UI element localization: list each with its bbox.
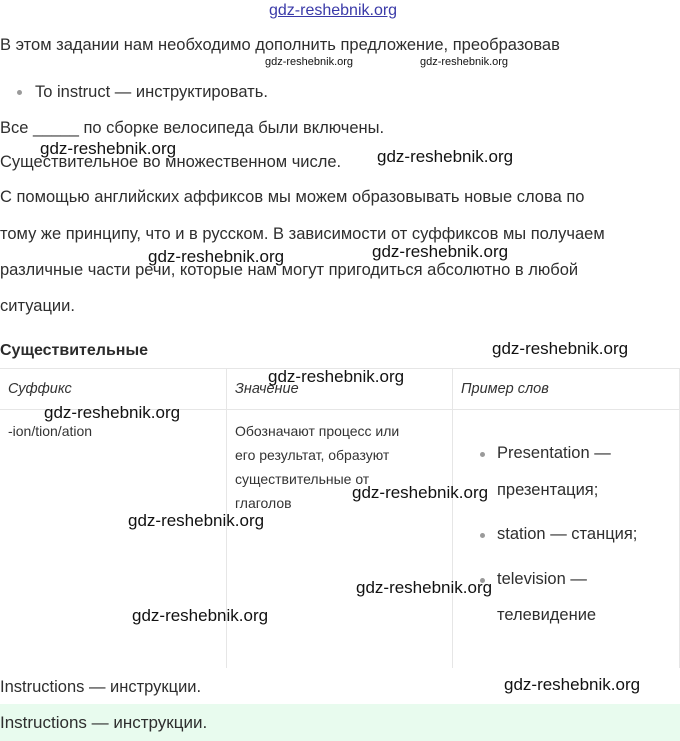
- bullet-text: To instruct — инструктировать.: [35, 83, 268, 101]
- watermark-9: gdz-reshebnik.org: [128, 511, 265, 530]
- watermark-small-2: gdz-reshebnik.org: [420, 56, 509, 68]
- section-heading: Существительные: [0, 342, 149, 359]
- intro-text: В этом задании нам необходимо дополнить предложение, преобразовав: [0, 36, 560, 54]
- table-header-meaning: Значение: [235, 381, 299, 397]
- bullet-dot: [17, 90, 22, 95]
- table-cell-meaning-4: глаголов: [235, 495, 292, 511]
- table-cell-meaning-2: его результат, образуют: [235, 447, 390, 463]
- watermark-12: gdz-reshebnik.org: [504, 675, 641, 694]
- table-cell-suffix: -ion/tion/ation: [8, 423, 93, 439]
- plural-note: Существительное во множественном числе.: [0, 153, 342, 171]
- table-header-examples: Пример слов: [461, 381, 549, 397]
- watermark-10: gdz-reshebnik.org: [356, 578, 493, 597]
- watermark-6: gdz-reshebnik.org: [268, 367, 405, 386]
- paragraph-line-2: тому же принципу, что и в русском. В зависимости от суффиксов мы получаем: [0, 225, 605, 243]
- answer-line: Instructions — инструкции.: [0, 678, 202, 696]
- watermark-3: gdz-reshebnik.org: [148, 247, 285, 266]
- table-header-suffix: Суффикс: [8, 381, 72, 397]
- example-bullet-2: [480, 533, 485, 538]
- example-line-3: station — станция;: [497, 525, 638, 543]
- table-cell-meaning-3: существительные от: [235, 471, 370, 487]
- paragraph-line-3: различные части речи, которые нам могут пригодиться абсолютно в любой: [0, 261, 579, 279]
- watermark-8: gdz-reshebnik.org: [352, 483, 489, 502]
- watermark-11: gdz-reshebnik.org: [132, 606, 269, 625]
- answer-highlight-text: Instructions — инструкции.: [0, 713, 208, 732]
- example-line-4: television —: [497, 570, 587, 588]
- watermark-4: gdz-reshebnik.org: [372, 242, 509, 261]
- watermark-1: gdz-reshebnik.org: [40, 139, 177, 158]
- example-bullet-1: [480, 452, 485, 457]
- watermark-top: gdz-reshebnik.org: [269, 2, 398, 19]
- paragraph-line-1: С помощью английских аффиксов мы можем образовывать новые слова по: [0, 188, 585, 206]
- table-cell-meaning-1: Обозначают процесс или: [235, 423, 400, 439]
- example-line-2: презентация;: [497, 481, 599, 499]
- task-sentence: Все _____ по сборке велосипеда были включены.: [0, 119, 385, 137]
- paragraph-line-4: ситуации.: [0, 297, 75, 315]
- watermark-2: gdz-reshebnik.org: [377, 147, 514, 166]
- watermark-small-1: gdz-reshebnik.org: [265, 56, 354, 68]
- watermark-7: gdz-reshebnik.org: [44, 403, 181, 422]
- example-line-5: телевидение: [497, 606, 597, 624]
- watermark-5: gdz-reshebnik.org: [492, 339, 629, 358]
- example-line-1: Presentation —: [497, 444, 611, 462]
- table-col-divider-2: [452, 368, 453, 668]
